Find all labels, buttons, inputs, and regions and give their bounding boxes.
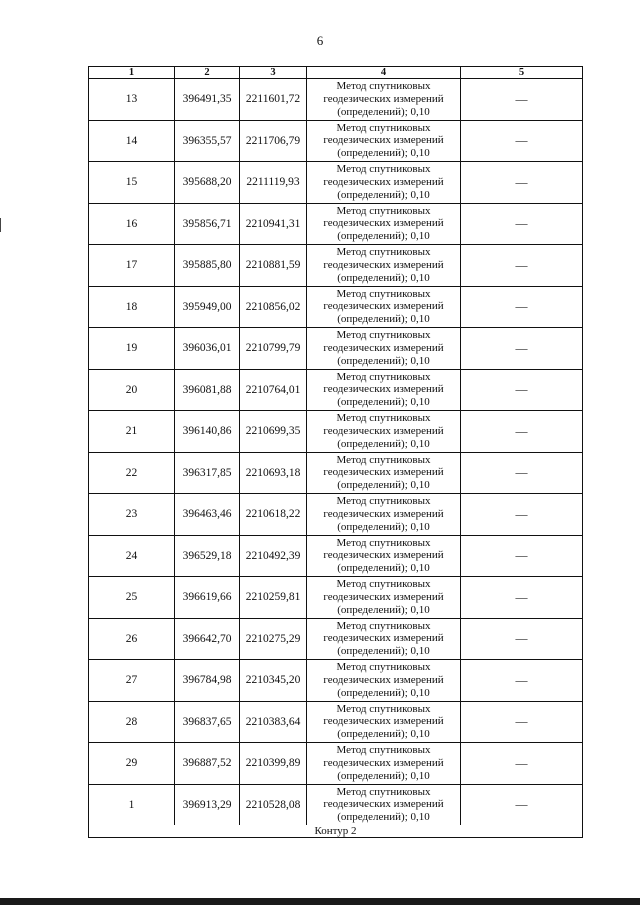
method-cell <box>307 702 461 743</box>
method-line-3: (определений); 0,10 <box>337 105 430 118</box>
coordinate-y: 2210618,22 <box>240 494 307 535</box>
point-number: 29 <box>89 743 175 784</box>
method-line-2: геодезических измерений <box>323 383 444 396</box>
method-line-1: Метод спутниковых <box>336 536 431 549</box>
table-row <box>89 577 582 619</box>
header-cell-5: 5 <box>518 66 525 78</box>
method-line-3: (определений); 0,10 <box>337 603 430 616</box>
coordinate-x: 396463,46 <box>175 494 240 535</box>
method-line-1: Метод спутниковых <box>336 702 431 715</box>
method-line-3: (определений); 0,10 <box>337 230 430 243</box>
header-cell-2: 2 <box>175 67 240 78</box>
coordinate-y: 2210383,64 <box>240 702 307 743</box>
point-number: 15 <box>89 162 175 203</box>
method-line-1: Метод спутниковых <box>336 370 431 383</box>
coordinate-x: 396837,65 <box>175 702 240 743</box>
method-line-1: Метод спутниковых <box>336 163 431 176</box>
method-line-1: Метод спутниковых <box>336 495 431 508</box>
method-cell <box>307 785 461 826</box>
point-number: 13 <box>89 79 175 120</box>
note-cell: — <box>515 465 528 480</box>
coordinate-x: 396529,18 <box>175 536 240 577</box>
method-line-2: геодезических измерений <box>323 590 444 603</box>
table-row <box>89 619 582 661</box>
note-cell: — <box>515 631 528 646</box>
method-line-3: (определений); 0,10 <box>337 811 430 824</box>
point-number: 21 <box>89 411 175 452</box>
coordinate-y: 2210693,18 <box>240 453 307 494</box>
point-number: 20 <box>89 370 175 411</box>
method-cell <box>307 536 461 577</box>
note-cell: — <box>515 589 528 604</box>
note-cell: — <box>515 340 528 355</box>
method-cell <box>307 79 461 120</box>
table-row <box>89 743 582 785</box>
coordinate-x: 395885,80 <box>175 245 240 286</box>
table-row <box>89 287 582 329</box>
method-line-1: Метод спутниковых <box>336 329 431 342</box>
coordinate-y: 2211119,93 <box>240 162 307 203</box>
table-row <box>89 328 582 370</box>
method-line-3: (определений); 0,10 <box>337 769 430 782</box>
point-number: 25 <box>89 577 175 618</box>
table-row <box>89 536 582 578</box>
coordinates-table <box>88 66 583 838</box>
method-cell <box>307 743 461 784</box>
table-row <box>89 370 582 412</box>
coordinate-y: 2210492,39 <box>240 536 307 577</box>
table-row <box>89 79 582 121</box>
method-line-3: (определений); 0,10 <box>337 686 430 699</box>
method-cell <box>307 411 461 452</box>
note-cell: — <box>515 382 528 397</box>
note-cell: — <box>515 423 528 438</box>
table-row <box>89 121 582 163</box>
method-line-2: геодезических измерений <box>323 507 444 520</box>
coordinate-y: 2210345,20 <box>240 660 307 701</box>
coordinate-x: 396081,88 <box>175 370 240 411</box>
note-cell: — <box>515 174 528 189</box>
bottom-edge <box>0 898 640 905</box>
method-line-2: геодезических измерений <box>323 217 444 230</box>
table-row <box>89 453 582 495</box>
point-number: 22 <box>89 453 175 494</box>
method-cell <box>307 121 461 162</box>
coordinate-x: 396140,86 <box>175 411 240 452</box>
table-row <box>89 245 582 287</box>
coordinate-x: 396317,85 <box>175 453 240 494</box>
method-line-2: геодезических измерений <box>323 258 444 271</box>
method-line-3: (определений); 0,10 <box>337 479 430 492</box>
method-line-2: геодезических измерений <box>323 756 444 769</box>
page-number: 6 <box>316 33 324 48</box>
coordinate-x: 396355,57 <box>175 121 240 162</box>
point-number: 26 <box>89 619 175 660</box>
coordinate-y: 2210399,89 <box>240 743 307 784</box>
coordinate-y: 2210528,08 <box>240 785 307 826</box>
coordinate-y: 2211601,72 <box>240 79 307 120</box>
point-number: 28 <box>89 702 175 743</box>
note-cell: — <box>515 714 528 729</box>
contour-row <box>89 825 582 837</box>
coordinate-y: 2210799,79 <box>240 328 307 369</box>
table-row <box>89 411 582 453</box>
coordinate-y: 2210881,59 <box>240 245 307 286</box>
method-line-1: Метод спутниковых <box>336 744 431 757</box>
table-row <box>89 494 582 536</box>
note-cell: — <box>515 797 528 812</box>
method-cell <box>307 204 461 245</box>
method-line-2: геодезических измерений <box>323 300 444 313</box>
method-cell <box>307 287 461 328</box>
note-cell: — <box>515 257 528 272</box>
method-line-1: Метод спутниковых <box>336 578 431 591</box>
note-cell: — <box>515 755 528 770</box>
method-line-1: Метод спутниковых <box>336 619 431 632</box>
method-line-3: (определений); 0,10 <box>337 188 430 201</box>
point-number: 19 <box>89 328 175 369</box>
method-line-2: геодезических измерений <box>323 549 444 562</box>
note-cell: — <box>515 506 528 521</box>
method-line-2: геодезических измерений <box>323 798 444 811</box>
table-row <box>89 162 582 204</box>
coordinate-x: 396784,98 <box>175 660 240 701</box>
margin-mark <box>0 218 1 232</box>
table-row <box>89 785 582 826</box>
method-line-3: (определений); 0,10 <box>337 354 430 367</box>
coordinate-x: 396887,52 <box>175 743 240 784</box>
table-header-row <box>89 67 582 79</box>
method-cell <box>307 370 461 411</box>
point-number: 24 <box>89 536 175 577</box>
header-cell-3: 3 <box>240 67 307 78</box>
method-line-2: геодезических измерений <box>323 424 444 437</box>
method-cell <box>307 328 461 369</box>
method-line-1: Метод спутниковых <box>336 121 431 134</box>
table-row <box>89 204 582 246</box>
method-cell <box>307 494 461 535</box>
method-line-2: геодезических измерений <box>323 175 444 188</box>
method-line-2: геодезических измерений <box>323 632 444 645</box>
method-line-2: геодезических измерений <box>323 673 444 686</box>
method-line-3: (определений); 0,10 <box>337 313 430 326</box>
point-number: 17 <box>89 245 175 286</box>
method-line-1: Метод спутниковых <box>336 80 431 93</box>
method-line-2: геодезических измерений <box>323 341 444 354</box>
method-line-3: (определений); 0,10 <box>337 562 430 575</box>
method-line-1: Метод спутниковых <box>336 246 431 259</box>
note-cell: — <box>515 299 528 314</box>
method-line-3: (определений); 0,10 <box>337 271 430 284</box>
method-line-1: Метод спутниковых <box>336 412 431 425</box>
method-cell <box>307 660 461 701</box>
method-line-2: геодезических измерений <box>323 715 444 728</box>
note-cell: — <box>515 133 528 148</box>
point-number: 27 <box>89 660 175 701</box>
coordinate-x: 395688,20 <box>175 162 240 203</box>
header-cell-1: 1 <box>89 67 175 78</box>
note-cell: — <box>515 672 528 687</box>
point-number: 16 <box>89 204 175 245</box>
point-number: 23 <box>89 494 175 535</box>
table-row <box>89 702 582 744</box>
coordinate-x: 395856,71 <box>175 204 240 245</box>
method-cell <box>307 619 461 660</box>
coordinate-y: 2210764,01 <box>240 370 307 411</box>
coordinate-x: 396642,70 <box>175 619 240 660</box>
note-cell: — <box>515 91 528 106</box>
method-line-3: (определений); 0,10 <box>337 396 430 409</box>
coordinate-y: 2210856,02 <box>240 287 307 328</box>
method-line-2: геодезических измерений <box>323 134 444 147</box>
table-row <box>89 660 582 702</box>
method-line-3: (определений); 0,10 <box>337 147 430 160</box>
method-cell <box>307 453 461 494</box>
method-line-3: (определений); 0,10 <box>337 728 430 741</box>
method-line-2: геодезических измерений <box>323 466 444 479</box>
point-number: 1 <box>89 785 175 826</box>
coordinate-y: 2210275,29 <box>240 619 307 660</box>
note-cell: — <box>515 216 528 231</box>
method-cell <box>307 245 461 286</box>
coordinate-y: 2210699,35 <box>240 411 307 452</box>
method-line-3: (определений); 0,10 <box>337 645 430 658</box>
coordinate-y: 2210259,81 <box>240 577 307 618</box>
method-cell <box>307 162 461 203</box>
point-number: 18 <box>89 287 175 328</box>
coordinate-x: 396619,66 <box>175 577 240 618</box>
method-line-1: Метод спутниковых <box>336 785 431 798</box>
coordinate-x: 395949,00 <box>175 287 240 328</box>
method-cell <box>307 577 461 618</box>
coordinate-x: 396913,29 <box>175 785 240 826</box>
method-line-1: Метод спутниковых <box>336 287 431 300</box>
method-line-3: (определений); 0,10 <box>337 437 430 450</box>
coordinate-x: 396491,35 <box>175 79 240 120</box>
coordinate-y: 2210941,31 <box>240 204 307 245</box>
coordinate-x: 396036,01 <box>175 328 240 369</box>
method-line-3: (определений); 0,10 <box>337 520 430 533</box>
method-line-1: Метод спутниковых <box>336 661 431 674</box>
coordinate-y: 2211706,79 <box>240 121 307 162</box>
note-cell: — <box>515 548 528 563</box>
method-line-2: геодезических измерений <box>323 92 444 105</box>
method-line-1: Метод спутниковых <box>336 453 431 466</box>
header-cell-4: 4 <box>307 67 461 78</box>
contour-label: Контур 2 <box>314 824 357 837</box>
point-number: 14 <box>89 121 175 162</box>
table-body <box>89 79 582 825</box>
method-line-1: Метод спутниковых <box>336 204 431 217</box>
